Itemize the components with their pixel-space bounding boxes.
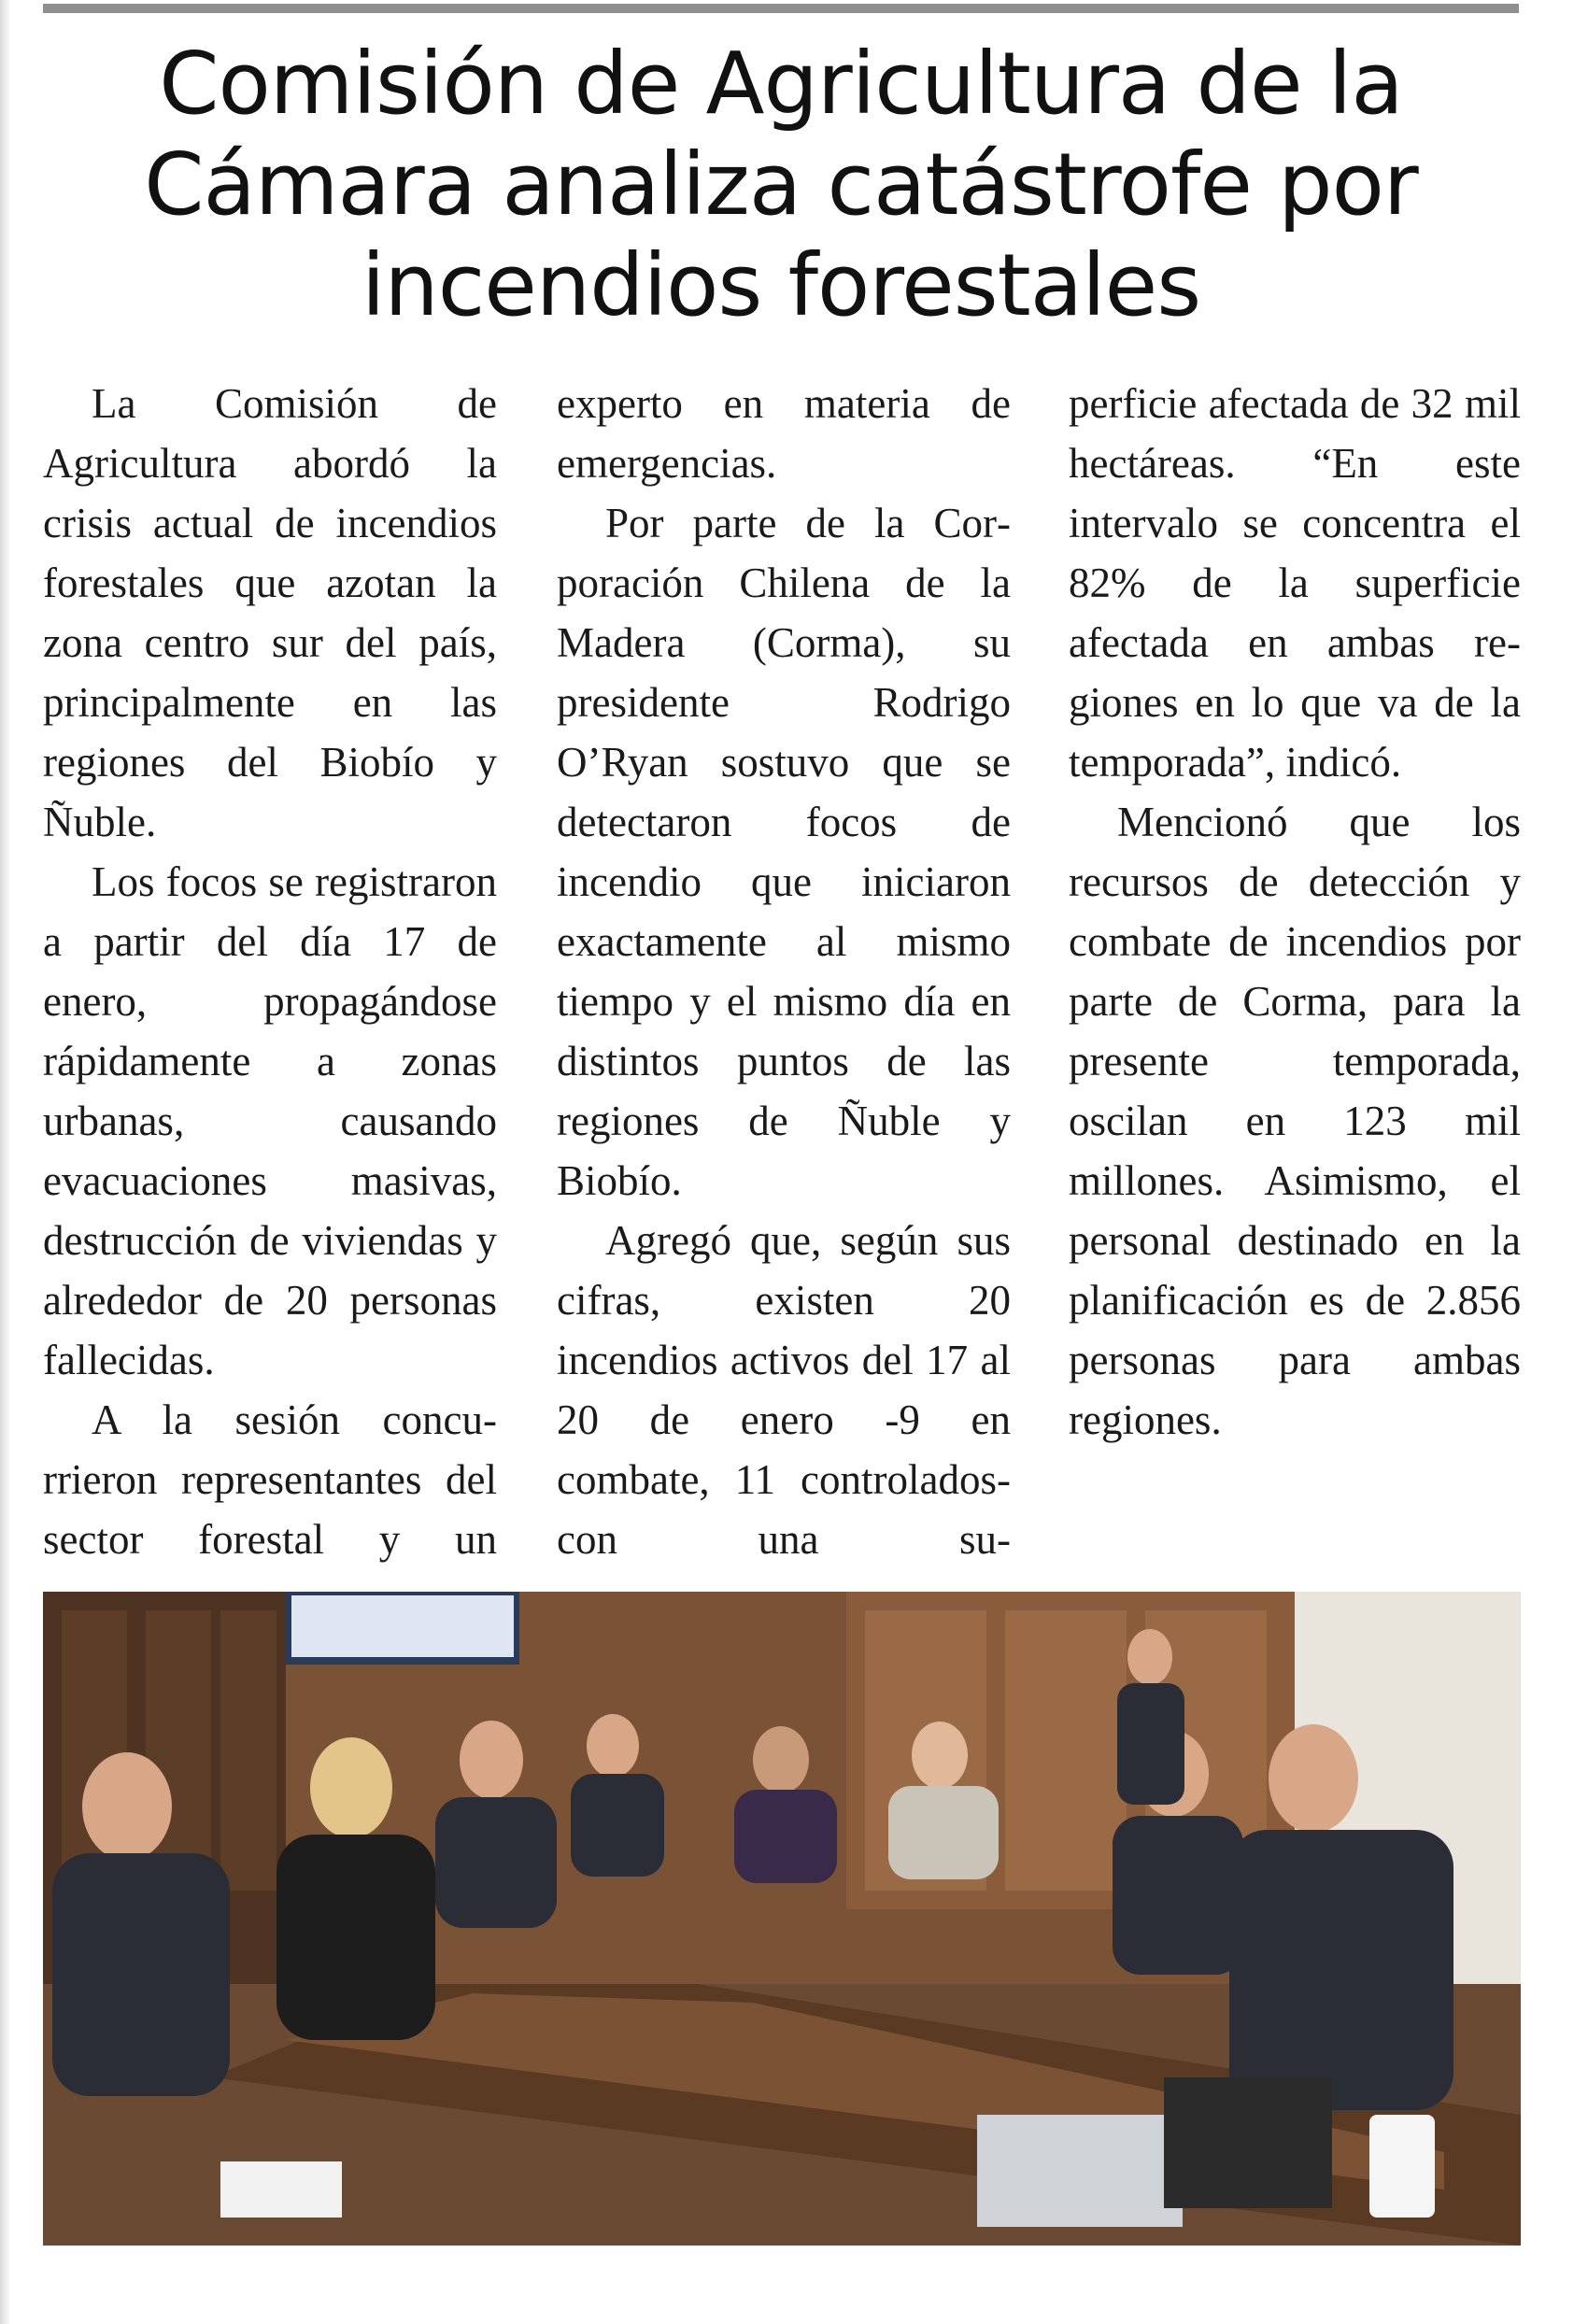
- article-column-3: [1069, 374, 1521, 1450]
- paragraph: Los focos se registraron a partir del día 17 de enero, propagándose rápidamente a zonas urbanas, causando evacuaciones masivas, destrucción de viviendas y alrededor de 20 personas fallecidas.: [43, 858, 497, 1383]
- page-edge: [0, 0, 11, 2324]
- headline-line-1: Comisión de Agricultura de la: [159, 34, 1403, 134]
- paragraph: perficie afectada de 32 mil hectáreas. “En este intervalo se concentra el 82% de la superficie afectada en ambas regiones en lo que va de la temporada”, indicó.: [1069, 380, 1521, 786]
- meeting-photo-icon: [43, 1592, 1521, 2246]
- headline-line-3: incendios forestales: [361, 235, 1201, 335]
- paragraph: Por parte de la Corporación Chilena de la Madera (Corma), su presidente Rodrigo O’Ryan sostuvo que se detectaron focos de incendio que iniciaron exactamente al mismo tiempo y el mismo día en distintos puntos de las regiones de Ñuble y Biobío.: [557, 500, 1011, 1204]
- headline-line-2: Cámara analiza catástrofe por: [144, 135, 1418, 234]
- headline: [43, 34, 1519, 336]
- meeting-photo: [43, 1592, 1521, 2246]
- article-column-2: [557, 374, 1011, 1569]
- paragraph: Agregó que, según sus cifras, existen 20 incendios activos del 17 al 20 de enero -9 en combate, 11 controlados- con una su-: [557, 1217, 1011, 1563]
- article-column-1: [43, 374, 497, 1569]
- top-rule: [43, 4, 1519, 13]
- paragraph: experto en materia de emergencias.: [557, 380, 1011, 487]
- paragraph: La Comisión de Agricultura abordó la crisis actual de incendios forestales que azotan la zona centro sur del país, principalmente en las regiones del Biobío y Ñuble.: [43, 380, 497, 845]
- paragraph: Mencionó que los recursos de detección y combate de incendios por parte de Corma, para la presente temporada, oscilan en 123 mil millones. Asimismo, el personal destinado en la planificación es de 2.856 personas para ambas regiones.: [1069, 799, 1521, 1443]
- paragraph: A la sesión concurrieron representantes del sector forestal y un: [43, 1396, 497, 1563]
